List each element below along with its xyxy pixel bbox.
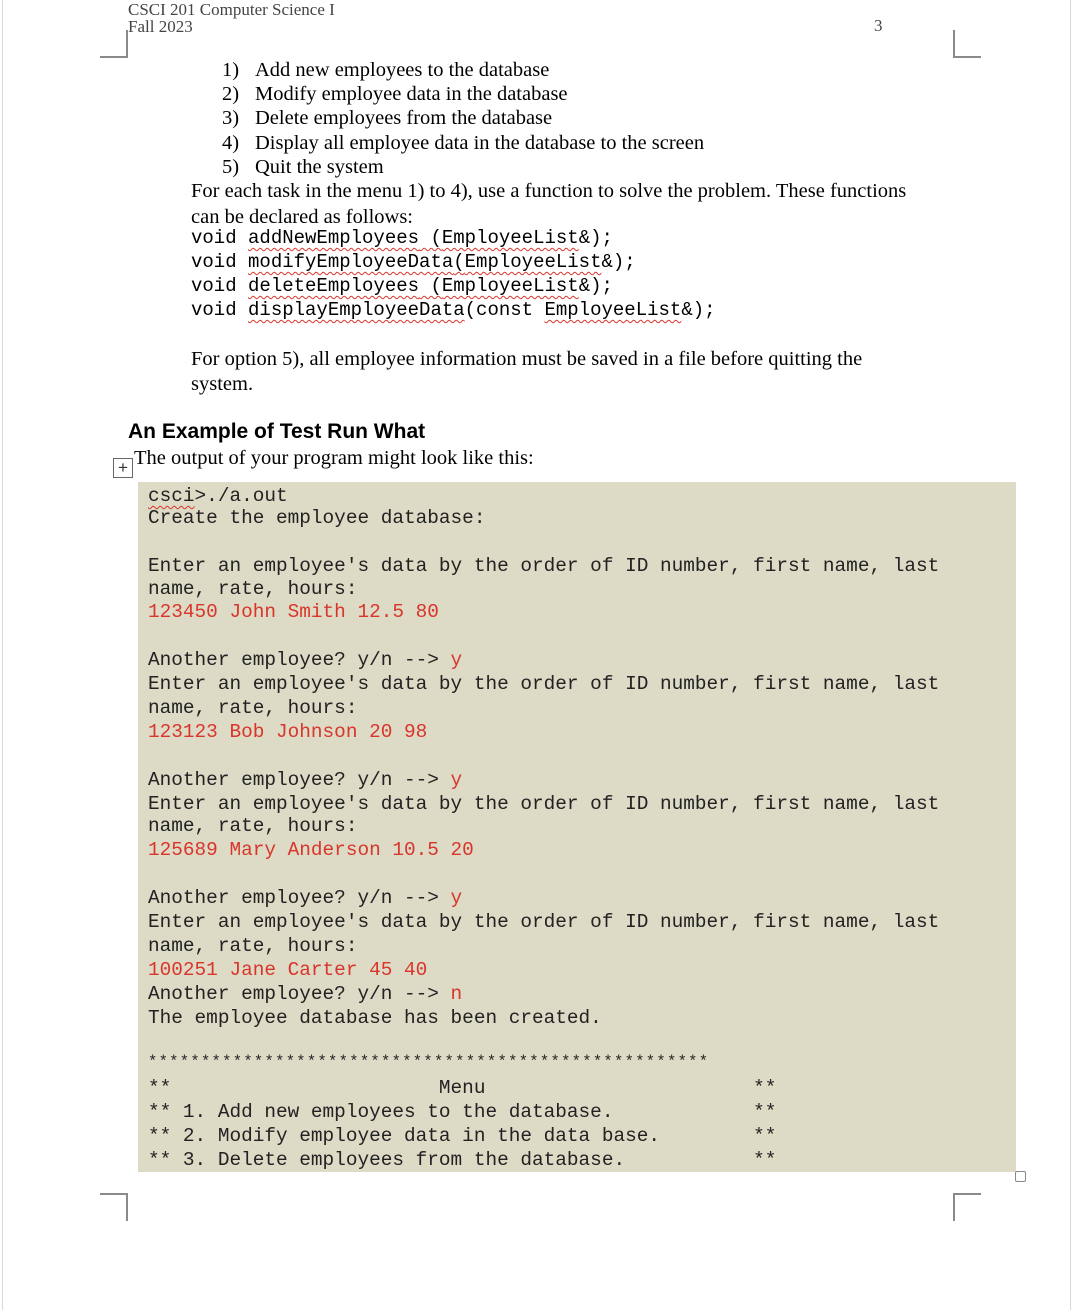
paragraph-functions-line2: can be declared as follows:	[191, 206, 413, 228]
terminal-command-line: csci>./a.out	[148, 485, 288, 507]
terminal-menu-line: ** 1. Add new employees to the database. **	[148, 1101, 777, 1123]
resize-handle-icon[interactable]	[1015, 1171, 1026, 1182]
declaration-line: void displayEmployeeData(const EmployeeList&);	[191, 299, 716, 321]
terminal-menu-line: ** 2. Modify employee data in the data base. **	[148, 1125, 777, 1147]
declaration-line: void addNewEmployees (EmployeeList&);	[191, 227, 613, 249]
terminal-line: Enter an employee's data by the order of ID number, first name, last	[148, 555, 940, 577]
terminal-line: Another employee? y/n --> y	[148, 769, 463, 791]
declaration-line: void modifyEmployeeData(EmployeeList&);	[191, 251, 636, 273]
page-number: 3	[874, 16, 883, 35]
function-declarations	[191, 226, 716, 322]
crop-mark-top-left	[100, 30, 128, 58]
terminal-line: name, rate, hours:	[148, 578, 358, 600]
list-item: 4) Display all employee data in the database to the screen	[222, 131, 705, 154]
crop-mark-top-right	[953, 30, 981, 58]
list-item: 1) Add new employees to the database	[222, 59, 550, 81]
terminal-user-input: 100251 Jane Carter 45 40	[148, 959, 428, 981]
menu-task-list	[222, 58, 704, 179]
intro-line: The output of your program might look like this:	[134, 447, 534, 469]
list-item: 5) Quit the system	[222, 155, 384, 178]
header-term: Fall 2023	[128, 17, 193, 36]
paragraph-save-line2: system.	[191, 373, 254, 395]
crop-mark-bottom-left	[100, 1193, 128, 1221]
list-item: 2) Modify employee data in the database	[222, 83, 568, 106]
terminal-output	[138, 482, 1016, 1172]
terminal-line: Enter an employee's data by the order of ID number, first name, last	[148, 911, 940, 933]
section-heading: An Example of Test Run What	[128, 420, 426, 443]
header-course: CSCI 201 Computer Science I	[128, 0, 335, 19]
terminal-user-input: 123450 John Smith 12.5 80	[148, 601, 439, 623]
terminal-menu-line: ** 3. Delete employees from the database. **	[148, 1149, 777, 1171]
terminal-line: Enter an employee's data by the order of ID number, first name, last	[148, 793, 940, 815]
terminal-line: Another employee? y/n --> n	[148, 983, 463, 1005]
terminal-line: Another employee? y/n --> y	[148, 649, 463, 671]
terminal-line: The employee database has been created.	[148, 1007, 602, 1029]
terminal-user-input: 125689 Mary Anderson 10.5 20	[148, 839, 474, 861]
paragraph-functions-line1: For each task in the menu 1) to 4), use a function to solve the problem. These functions	[191, 180, 907, 202]
page-right-edge	[1070, 0, 1071, 1310]
terminal-line: name, rate, hours:	[148, 815, 358, 837]
terminal-line: name, rate, hours:	[148, 697, 358, 719]
terminal-line: Another employee? y/n --> y	[148, 887, 463, 909]
paragraph-save-line1: For option 5), all employee information must be saved in a file before quitting the	[191, 348, 863, 370]
terminal-user-input: 123123 Bob Johnson 20 98	[148, 721, 428, 743]
terminal-line: name, rate, hours:	[148, 935, 358, 957]
page-left-edge	[2, 0, 3, 1310]
terminal-menu-title: ** Menu **	[148, 1077, 777, 1099]
terminal-menu-border: *****************************************************	[148, 1053, 710, 1071]
declaration-line: void deleteEmployees (EmployeeList&);	[191, 275, 613, 297]
terminal-line: Enter an employee's data by the order of ID number, first name, last	[148, 673, 940, 695]
terminal-line: Create the employee database:	[148, 507, 486, 529]
list-item: 3) Delete employees from the database	[222, 107, 553, 130]
crop-mark-bottom-right	[953, 1193, 981, 1221]
move-handle-icon[interactable]: +	[113, 458, 133, 478]
